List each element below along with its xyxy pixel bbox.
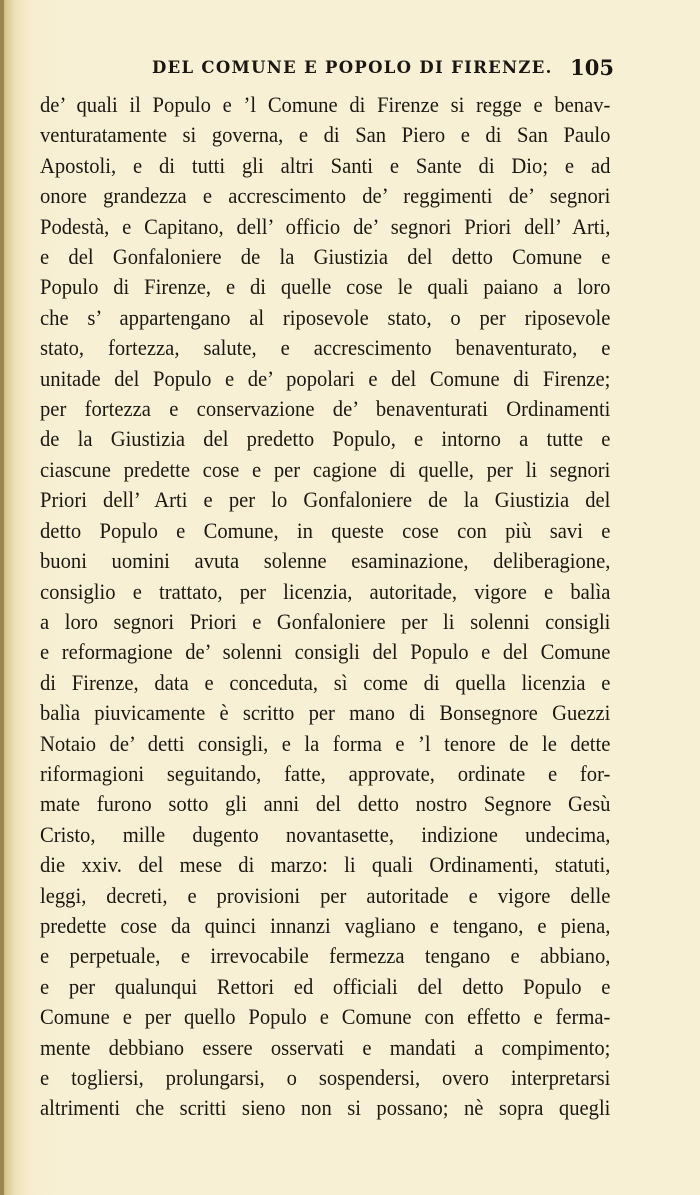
text-line: e togliersi, prolungarsi, o sospendersi, overo interpretarsi	[40, 1065, 611, 1090]
text-line: leggi, decreti, e provisioni per autoritade e vigore delle	[40, 882, 611, 908]
text-line: predette cose da quinci innanzi vagliano e tengano, e piena,	[40, 912, 611, 938]
text-line: de la Giustizia del predetto Populo, e intorno a tutte e	[40, 426, 611, 452]
text-line: ciascune predette cose e per cagione di quelle, per li segnori	[40, 456, 611, 482]
page-number: 105	[570, 55, 614, 80]
text-line: buoni uomini avuta solenne esaminazione, deliberagione,	[40, 548, 611, 574]
text-line: Podestà, e Capitano, dell’ officio de’ segnori Priori dell’ Arti,	[40, 213, 611, 239]
page-gutter-edge	[0, 0, 4, 1195]
text-line: Apostoli, e di tutti gli altri Santi e Sante di Dio; e ad	[40, 152, 611, 178]
text-line: unitade del Populo e de’ popolari e del Comune di Firenze;	[40, 365, 611, 391]
text-line: e per qualunqui Rettori ed officiali del detto Populo e	[40, 973, 611, 999]
text-line: e del Gonfaloniere de la Giustizia del detto Comune e	[40, 244, 611, 270]
running-head: DEL COMUNE E POPOLO DI FIRENZE.	[152, 58, 553, 77]
text-line: di Firenze, data e conceduta, sì come di quella licenzia e	[40, 669, 611, 695]
text-line: mente debbiano essere osservati e mandati a compimento;	[40, 1034, 611, 1060]
text-line: a loro segnori Priori e Gonfaloniere per li solenni consigli	[40, 608, 611, 634]
text-line: altrimenti che scritti sieno non si possano; nè sopra quegli	[40, 1095, 611, 1121]
text-line: consiglio e trattato, per licenzia, autoritade, vigore e balìa	[40, 578, 611, 604]
text-line: onore grandezza e accrescimento de’ reggimenti de’ segnori	[40, 183, 611, 209]
text-line: de’ quali il Populo e ’l Comune di Firenze si regge e benav-	[40, 92, 611, 117]
text-line: mate furono sotto gli anni del detto nostro Segnore Gesù	[40, 791, 611, 817]
text-line: e perpetuale, e irrevocabile fermezza tengano e abbiano,	[40, 943, 611, 969]
text-line: balìa piuvicamente è scritto per mano di Bonsegnore Guezzi	[40, 700, 611, 726]
text-line: Populo di Firenze, e di quelle cose le quali paiano a loro	[40, 274, 611, 300]
text-line: Priori dell’ Arti e per lo Gonfaloniere de la Giustizia del	[40, 487, 611, 513]
text-line: die xxiv. del mese di marzo: li quali Ordinamenti, statuti,	[40, 852, 611, 878]
page-header	[40, 55, 614, 88]
body-text	[40, 90, 611, 1124]
text-line: per fortezza e conservazione de’ benaventurati Ordinamenti	[40, 396, 611, 422]
text-line: Notaio de’ detti consigli, e la forma e ’l tenore de le dette	[40, 730, 611, 756]
text-line: stato, fortezza, salute, e accrescimento benaventurato, e	[40, 335, 611, 361]
text-line: venturatamente si governa, e di San Piero e di San Paulo	[40, 122, 611, 148]
text-line: che s’ appartengano al riposevole stato, o per riposevole	[40, 304, 611, 330]
text-line: riformagioni seguitando, fatte, approvate, ordinate e for-	[40, 760, 611, 786]
text-line: detto Populo e Comune, in queste cose con più savi e	[40, 517, 611, 543]
text-line: e reformagione de’ solenni consigli del Populo e del Comune	[40, 639, 611, 665]
text-line: Cristo, mille dugento novantasette, indizione undecima,	[40, 821, 611, 847]
text-line: Comune e per quello Populo e Comune con effetto e ferma-	[40, 1004, 611, 1030]
